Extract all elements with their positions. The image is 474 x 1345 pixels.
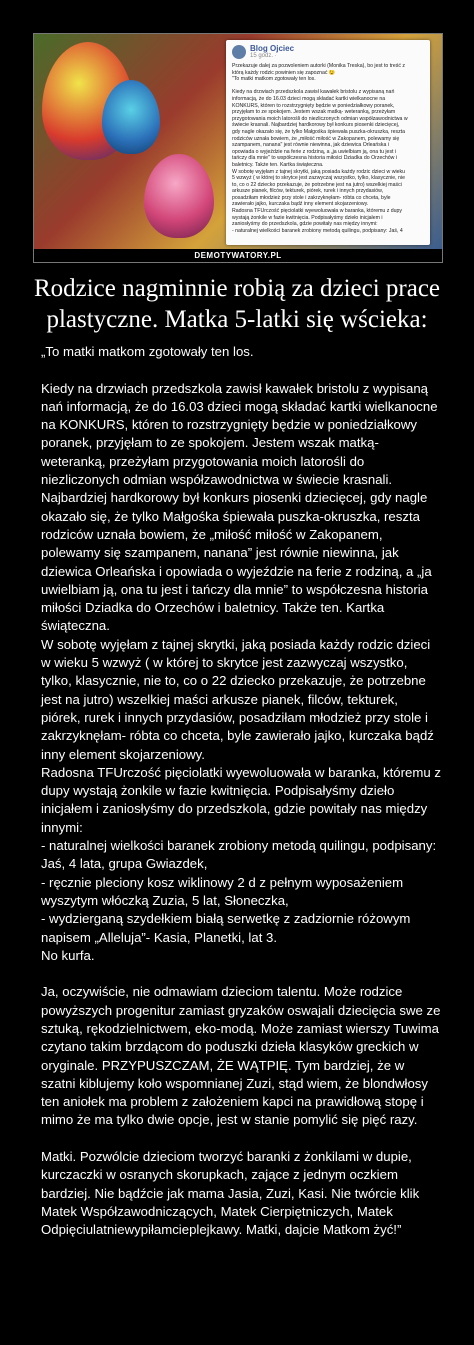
post-text-line: posadziłam młodzież przy stole i zakrzyknęłam- róbta co chceta, byle [232,194,391,201]
post-text-line: tańczy dla mnie" to współczesna historia miłości Dziadka do Orzechów i [232,155,398,162]
post-time: 15 godz. · [250,53,277,59]
post-text-line: - naturalnej wielkości baranek zrobiony metodą quilingu, podpisany: Jaś, 4 [232,227,403,234]
demotivator-poster-image[interactable] [33,33,443,263]
post-text-line: zawierało jajko, kurczaka bądź inny element skojarzeniowy. [232,201,369,208]
post-text-line: którą każdy rodzic powinien się zapoznać 😉 [232,69,336,76]
avatar [232,45,246,59]
post-text-line [232,83,424,90]
post-text-line: przygotowania moich latorośli do niezliczonych odmian współzawodnictwa w [232,115,408,122]
painted-egg-decoration [144,154,214,238]
post-text-line: Kiedy na drzwiach przedszkola zawisł kawałek bristolu z wypisaną nań [232,89,395,96]
post-text [226,61,430,234]
page-title: Rodzice nagminnie robią za dzieci prace plastyczne. Matka 5-latki się wścieka: [33,275,441,333]
post-text-line: przyjęłam to ze spokojem. Jestem wszak matką- weteranką, przeżyłam [232,109,396,116]
post-text-line: to, co o 22 dziecko przekazuje, że potrzebne jest na jutro) wszelkiej maści [232,181,402,188]
post-header [226,40,430,61]
post-text-line: opowiada o wyjeździe na ferie z rodziną, a „ja uwielbiam ją, ona tu jest i [232,148,397,155]
post-text-line: arkusze pianek, filców, tekturek, piórek, rurek i innych przydasiów, [232,188,384,195]
post-text-line: informacją, że do 16.03 dzieci mogą składać kartki wielkanocne na [232,95,386,102]
post-text-line: szampanem, nanana" jest równie niewinna, jak dziewica Orleańska i [232,142,389,149]
post-text-line: baletnicy. Także ten. Kartka świąteczna. [232,161,324,168]
post-text-line: Przekazuje dalej za pozwoleniem autorki (Monika Treska), bo jest to treść z [232,63,405,69]
painted-egg-decoration [102,80,160,154]
post-text-line: W sobotę wyjęłam z tajnej skrytki, jaką posiada każdy rodzic dzieci w wieku [232,168,405,175]
post-text-line: "To matki matkom zgotowały ten los. [232,76,316,83]
easter-eggs-photo [34,34,442,249]
post-text-line: KONKURS, któren to rozstrzygnięty będzie w poniedziałkowy poranek, [232,102,395,109]
post-text-line: gdy nagle okazało się, że tylko Małgośka śpiewała puszka-okruszka, reszta [232,128,406,135]
facebook-post-screenshot [226,40,430,245]
post-text-line: 5 wzwyż ( w której to skrytce jest zazwyczaj wszystko, tylko, klasycznie, nie [232,175,405,182]
post-author: Blog Ojciec [250,44,295,53]
post-text-line: zaniosłyśmy do przedszkola, gdzie powitały nas między innymi: [232,221,378,228]
post-text-line: Radosna TFUrczość pięciolatki wyewoluowała w baranka, któremu z dupy [232,208,403,215]
post-text-line: wystają żonkile w fazie kwitnięcia. Podpisałyśmy dzieło inicjałem i [232,214,383,221]
post-text-line: świecie krasnali. Najbardziej hardkorowy był konkurs piosenki dziecięcej, [232,122,400,129]
article-body: „To matki matkom zgotowały ten los. Kiedy na drzwiach przedszkola zawisł kawałek bristolu z wypisaną nań informacją, że do 16.03 dzieci mogą składać kartki wielkanocne na KONKURS, któren to rozstrzygnięty będzie w poniedziałkowy poranek, przyjęłam to ze spokojem. Jestem wszak matką- weteranką, przeżyłam przygotowania moich latorośli do niezliczonych odmian współzawodnictwa w świecie krasnali. Najbardziej hardkorowy był konkurs piosenki dziecięcej, gdy nagle okazało się, że tylko Małgośka śpiewała puszka-okruszka, reszta rodziców uznała bowiem, że „miłość miłość w Zakopanem, polewamy się szampanem, nanana” jest równie niewinna, jak dziewica Orleańska i opowiada o wyjeździe na ferie z rodziną, a „ja uwielbiam ją, ona tu jest i tańczy dla mnie” to współczesna historia miłości Dziadka do Orzechów i baletnicy. Także ten. Kartka świąteczna. W sobotę wyjęłam z tajnej skrytki, jaką posiada każdy rodzic dzieci w wieku 5 wzwyż ( w której to skrytce jest zazwyczaj wszystko, tylko, klasycznie, nie to, co o 22 dziecko przekazuje, że potrzebne jest na jutro) wszelkiej maści arkusze pianek, filców, tekturek, piórek, rurek i innych przydasiów, posadziłam młodzież przy stole i zakrzyknęłam- róbta co chceta, byle zawierało jajko, kurczaka bądź inny element skojarzeniowy. Radosna TFUrczość pięciolatki wyewoluowała w baranka, któremu z dupy wystają żonkile w fazie kwitnięcia. Podpisałyśmy dzieło inicjałem i zaniosłyśmy do przedszkola, gdzie powitały nas między innymi: - naturalnej wielkości baranek zrobiony metodą quilingu, podpisany: Jaś, 4 lata, grupa Gwiazdek, - ręcznie pleciony kosz wiklinowy 2 d z pełnym wyposażeniem wyszytym włóczką Zuzia, 5 lat, Słoneczka, - wydzierganą szydełkiem białą serwetkę z zadziornie różowym napisem „Alleluja”- Kasia, Planetki, lat 3. No kurfa. Ja, oczywiście, nie odmawiam dzieciom talentu. Może rodzice powyższych progenitur zamiast gryzaków oswajali dziecięcia swe ze sztuką, rękodzielnictwem, eko-modą. Może zamiast wierszy Tuwima czytano takim brzdącom do poduszki dzieła klasyków greckich w oryginale. PRZYPUSZCZAM, ŻE WĄTPIĘ. Tym bardziej, że w szatni kiblujemy koło wspomnianej Zuzi, stąd wiem, że blondwłosy ten aniołek ma problem z założeniem kapci na prawidłową stopę i mimo że ma tylko dwie opcje, jest w stanie pomylić się pięć razy. Matki. Pozwólcie dzieciom tworzyć baranki z żonkilami w dupie, kurczaczki w osranych skorupkach, zające z jednym oczkiem bardziej. Nie bądźcie jak mama Jasia, Zuzi, Kasi. Nie twórcie klik Matek Współzawodniczących, Matek Cierpiętniczych, Matek Odpięciulatniewypiłamcieplejkawy. Matki, dajcie Matkom żyć!” [41,344,441,1238]
post-text-line: rodziców uznała bowiem, że „miłość miłość w Zakopanem, polewamy się [232,135,400,142]
watermark-label: DEMOTYWATORY.PL [34,249,442,262]
